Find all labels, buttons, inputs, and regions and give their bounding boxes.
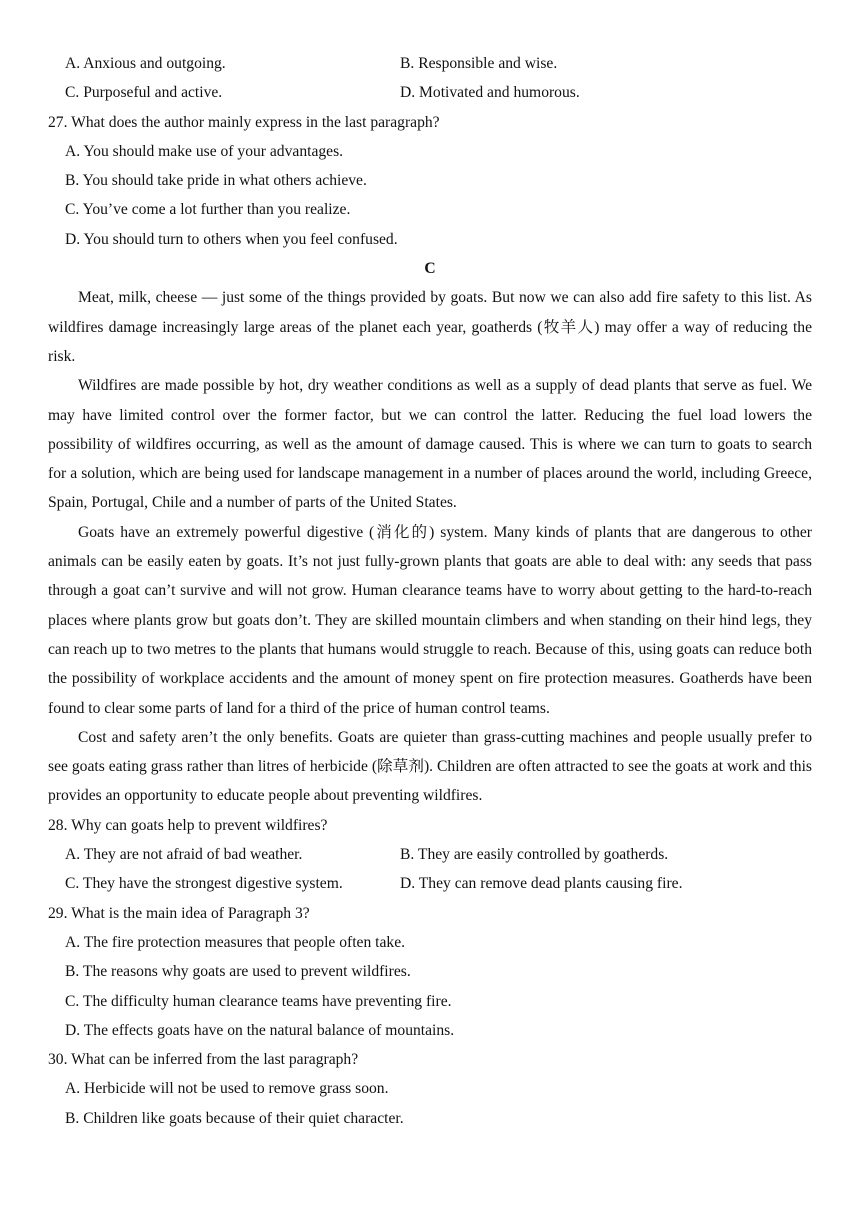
q29-option-c[interactable]: C. The difficulty human clearance teams have preventing fire.: [65, 992, 452, 1010]
q28-option-c[interactable]: C. They have the strongest digestive system.: [65, 875, 343, 893]
passage-paragraph-2: Wildfires are made possible by hot, dry weather conditions as well as a supply of dead plants that serve as fuel. We may have limited control over the former factor, but we can control the latter. Reducing the fuel load lowers the possibility of wildfires occurring, as well as the amount of damage caused. This is where we can turn to goats to search for a solution, which are being used for landscape management in a number of places around the world, including Greece, Spain, Portugal, Chile and a number of parts of the United States.: [48, 377, 812, 512]
q28-question: 28. Why can goats help to prevent wildfires?: [48, 816, 328, 834]
q27-question: 27. What does the author mainly express in the last paragraph?: [48, 113, 440, 131]
passage-c: [48, 283, 812, 810]
passage-paragraph-1: Meat, milk, cheese — just some of the things provided by goats. But now we can also add fire safety to this list. As wildfires damage increasingly large areas of the planet each year, goatherds (牧羊人) may offer a way of reducing the risk.: [48, 289, 812, 365]
q28-options-row-1: [48, 840, 812, 869]
passage-paragraph-3: Goats have an extremely powerful digestive (消化的) system. Many kinds of plants that are dangerous to other animals can be easily eaten by goats. It’s not just fully-grown plants that goats are able to deal with: any seeds that pass through a goat can’t survive and will not grow. Human clearance teams have to worry about getting to the hard-to-reach places where plants grow but goats don’t. They are skilled mountain climbers and when standing on their hind legs, they can reach up to two metres to the plants that humans would struggle to reach. Because of this, using goats can reduce both the possibility of workplace accidents and the amount of money spent on fire protection measures. Goatherds have been found to clear some parts of land for a third of the price of human control teams.: [48, 523, 812, 717]
q30-question: 30. What can be inferred from the last paragraph?: [48, 1051, 359, 1069]
q28-options-row-2: [48, 869, 812, 898]
q27-option-d[interactable]: D. You should turn to others when you feel confused.: [65, 230, 398, 248]
q26-option-a[interactable]: A. Anxious and outgoing.: [65, 55, 226, 72]
q29-option-b[interactable]: B. The reasons why goats are used to prevent wildfires.: [65, 963, 411, 981]
q26-option-b[interactable]: B. Responsible and wise.: [400, 55, 558, 72]
q28-option-b[interactable]: B. They are easily controlled by goatherds.: [400, 846, 669, 864]
q26-option-c[interactable]: C. Purposeful and active.: [65, 84, 223, 102]
q28-option-a[interactable]: A. They are not afraid of bad weather.: [65, 846, 303, 864]
q30-option-b[interactable]: B. Children like goats because of their quiet character.: [65, 1109, 404, 1127]
q29-question: 29. What is the main idea of Paragraph 3?: [48, 904, 310, 922]
exam-page: [48, 49, 812, 1133]
q26-option-d[interactable]: D. Motivated and humorous.: [400, 84, 580, 102]
q27-option-a[interactable]: A. You should make use of your advantages.: [65, 142, 344, 160]
q30-option-a[interactable]: A. Herbicide will not be used to remove grass soon.: [65, 1080, 389, 1098]
q27-option-c[interactable]: C. You’ve come a lot further than you realize.: [65, 201, 351, 219]
q29-option-a[interactable]: A. The fire protection measures that people often take.: [65, 933, 406, 951]
q29-option-d[interactable]: D. The effects goats have on the natural balance of mountains.: [65, 1021, 455, 1039]
passage-paragraph-4: Cost and safety aren’t the only benefits. Goats are quieter than grass-cutting machines and people usually prefer to see goats eating grass rather than litres of herbicide (除草剂). Children are often attracted to see the goats at work and this provides an opportunity to educate people about preventing wildfires.: [48, 728, 812, 805]
section-c-title: C: [424, 260, 436, 278]
q26-options-row-1: [48, 49, 812, 78]
q28-option-d[interactable]: D. They can remove dead plants causing fire.: [400, 875, 683, 893]
q26-options-row-2: [48, 78, 812, 107]
q27-option-b[interactable]: B. You should take pride in what others achieve.: [65, 172, 367, 190]
